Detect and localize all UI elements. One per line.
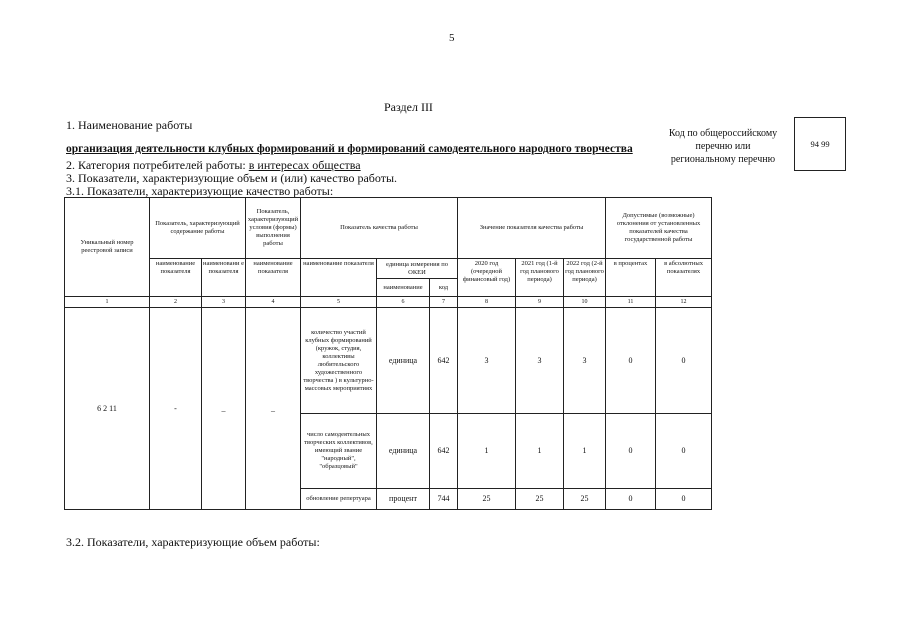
value-2021: 25: [516, 489, 564, 510]
column-number: 8: [458, 297, 516, 308]
value-2021: 3: [516, 308, 564, 414]
unit-code: 642: [430, 414, 458, 489]
column-number: 4: [246, 297, 301, 308]
header-quality-value: Значение показателя качества работы: [458, 198, 606, 259]
unit-name: единица: [377, 308, 430, 414]
unit-name: единица: [377, 414, 430, 489]
column-number: 3: [202, 297, 246, 308]
content-value-1: -: [150, 308, 202, 510]
column-number: 6: [377, 297, 430, 308]
header-name-3: наименование показателя: [246, 259, 301, 297]
column-number: 1: [65, 297, 150, 308]
indicator-name: количество участий клубных формирований (кружок, студия, коллективы любительского художественного творчества ) в культурно-массовых мероприятиях: [301, 308, 377, 414]
deviation-absolute: 0: [656, 489, 712, 510]
registry-code-box: [794, 117, 846, 171]
column-number: 2: [150, 297, 202, 308]
value-2021: 1: [516, 414, 564, 489]
unit-name: процент: [377, 489, 430, 510]
header-deviation: Допустимые (возможные) отклонения от установленных показателей качества государственной работы: [606, 198, 712, 259]
deviation-percent: 0: [606, 308, 656, 414]
content-value-2: _: [202, 308, 246, 510]
column-number: 10: [564, 297, 606, 308]
header-absolute: в абсолютных показателях: [656, 259, 712, 297]
header-unit: единица измерения по ОКЕИ: [377, 259, 458, 279]
value-2020: 3: [458, 308, 516, 414]
registry-code-label: Код по общероссийскому перечню или региональному перечню: [668, 128, 778, 165]
indicators-heading: 3. Показатели, характеризующие объем и (или) качество работы.: [66, 171, 398, 185]
work-name: организация деятельности клубных формирований и формирований самодеятельного народного творчества: [66, 143, 633, 155]
column-number: 12: [656, 297, 712, 308]
header-percent: в процентах: [606, 259, 656, 297]
value-2020: 1: [458, 414, 516, 489]
header-year-2022: 2022 год (2-й год планового периода): [564, 259, 606, 297]
column-number: 7: [430, 297, 458, 308]
registry-number: 6 2 11: [65, 308, 150, 510]
deviation-absolute: 0: [656, 414, 712, 489]
section-title: Раздел III: [384, 100, 433, 114]
header-year-2021: 2021 год (1-й год планового периода): [516, 259, 564, 297]
condition-value: _: [246, 308, 301, 510]
quality-heading: 3.1. Показатели, характеризующие качество работы:: [66, 184, 334, 198]
unit-code: 642: [430, 308, 458, 414]
indicator-name: обновление репертуара: [301, 489, 377, 510]
work-name-label: 1. Наименование работы: [66, 118, 193, 132]
consumer-category-label: 2. Категория потребителей работы:: [66, 158, 249, 172]
header-indicator-name: наименование показателя: [301, 259, 377, 297]
indicator-name: число самодеятельных творческих коллективов, имеющий звание "народный", "образцовый": [301, 414, 377, 489]
column-number: 9: [516, 297, 564, 308]
unit-code: 744: [430, 489, 458, 510]
value-2022: 25: [564, 489, 606, 510]
value-2022: 3: [564, 308, 606, 414]
header-quality-indicator: Показатель качества работы: [301, 198, 458, 259]
header-name-2: наименовани е показателя: [202, 259, 246, 297]
table-row: [65, 308, 712, 414]
column-number: 11: [606, 297, 656, 308]
header-unique-number: Уникальный номер реестровой записи: [65, 198, 150, 297]
deviation-percent: 0: [606, 489, 656, 510]
page-number: 5: [449, 32, 455, 44]
deviation-absolute: 0: [656, 308, 712, 414]
header-year-2020: 2020 год (очередной финансовый год): [458, 259, 516, 297]
header-content: Показатель, характеризующий содержание работы: [150, 198, 246, 259]
column-number: 5: [301, 297, 377, 308]
consumer-category-value: в интересах общества: [248, 158, 361, 172]
value-2022: 1: [564, 414, 606, 489]
quality-table: [64, 197, 712, 510]
column-number-row: [65, 297, 712, 308]
header-unit-code: код: [430, 279, 458, 297]
value-2020: 25: [458, 489, 516, 510]
header-name-1: наименование показателя: [150, 259, 202, 297]
volume-heading: 3.2. Показатели, характеризующие объем работы:: [66, 535, 320, 549]
registry-code-value: 94 99: [810, 139, 830, 149]
deviation-percent: 0: [606, 414, 656, 489]
header-unit-name: наименование: [377, 279, 430, 297]
header-conditions: Показатель, характеризующий условия (формы) выполнения работы: [246, 198, 301, 259]
